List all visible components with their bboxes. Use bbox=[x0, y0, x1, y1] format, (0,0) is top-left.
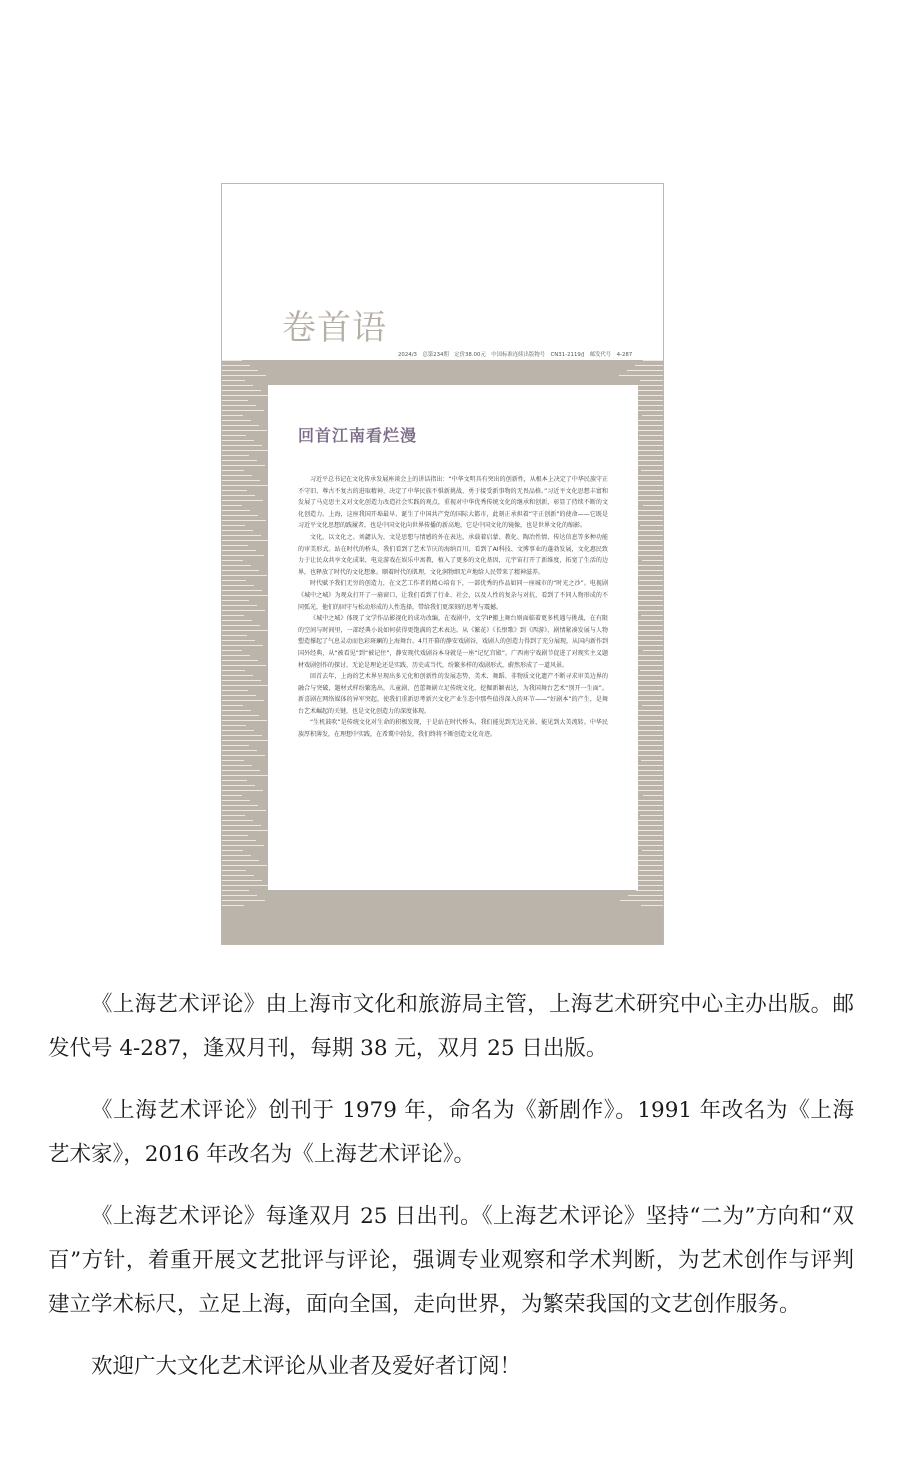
stripe-line bbox=[222, 710, 251, 711]
stripe-line bbox=[222, 650, 242, 651]
stripe-line bbox=[222, 795, 242, 796]
stripe-line bbox=[222, 890, 249, 891]
decorative-stripes-left bbox=[222, 360, 270, 910]
subscription-invitation: 欢迎广大文化艺术评论从业者及爱好者订阅！ bbox=[91, 1354, 522, 1379]
stripe-line bbox=[222, 475, 252, 476]
stripe-line bbox=[628, 895, 663, 896]
stripe-line bbox=[222, 715, 259, 716]
stripe-line bbox=[636, 745, 663, 746]
stripe-line bbox=[222, 415, 243, 416]
stripe-line bbox=[222, 560, 243, 561]
stripe-line bbox=[222, 465, 265, 466]
magazine-text-panel bbox=[268, 385, 638, 890]
stripe-line bbox=[222, 635, 247, 636]
stripe-line bbox=[638, 490, 663, 491]
description-text bbox=[48, 983, 854, 1407]
stripe-line bbox=[639, 580, 663, 581]
stripe-line bbox=[222, 785, 255, 786]
stripe-line bbox=[222, 615, 244, 616]
stripe-line bbox=[222, 435, 246, 436]
magazine-article-heading: 回首江南看烂漫 bbox=[298, 426, 418, 445]
stripe-line bbox=[222, 850, 243, 851]
magazine-issue-info: 2024/3 总第234期 定价38.00元 中国标准连续出版物号 CN31-2119/J 邮发代号 4-287 bbox=[398, 352, 633, 358]
stripe-line bbox=[222, 445, 262, 446]
stripe-line bbox=[222, 400, 248, 401]
stripe-line bbox=[222, 460, 257, 461]
stripe-line bbox=[222, 885, 270, 886]
stripe-line bbox=[639, 870, 663, 871]
magazine-paragraph: 文化，以文化之。刘勰认为，文是思想与情感的外在表达，承载着启蒙、教化、陶冶性情、传达信息等多种功能的审美形式。站在时代的桥头，我们看到了艺术节庆的海纳百川，看到了AI科技、文博事业的蓬勃发展，文化惠民致力于让民众共享文化成果，电竞游戏在娱乐中寓教，植入了更多的文化基因，元宇宙打开了新维度，拓宽了生活的边界，也释放了时代的文化想象。顺着时代的肌理，文化润物细无声地给人民带来了精神滋养。 bbox=[298, 533, 608, 576]
stripe-line bbox=[222, 595, 270, 596]
stripe-line bbox=[222, 620, 252, 621]
stripe-line bbox=[222, 385, 253, 386]
stripe-line bbox=[222, 370, 258, 371]
stripe-line bbox=[222, 750, 257, 751]
description-paragraph: 《上海艺术评论》每逢双月 25 日出刊。《上海艺术评论》坚持“二为”方向和“双百”方针，着重开展文艺批评与评论，强调专业观察和学术判断，为艺术创作与评判建立学术标尺，立足上海，面向全国，走向世界，为繁荣我国的文艺创作服务。 bbox=[48, 1204, 854, 1317]
stripe-line bbox=[222, 510, 250, 511]
stripe-line bbox=[222, 770, 260, 771]
stripe-line bbox=[222, 430, 267, 431]
stripe-line bbox=[642, 850, 663, 851]
stripe-line bbox=[222, 520, 266, 521]
stripe-line bbox=[222, 495, 255, 496]
stripe-line bbox=[222, 530, 253, 531]
stripe-line bbox=[222, 815, 245, 816]
stripe-line bbox=[222, 450, 270, 451]
stripe-line bbox=[222, 705, 243, 706]
stripe-line bbox=[643, 650, 663, 651]
stripe-line bbox=[639, 435, 663, 436]
stripe-line bbox=[636, 455, 663, 456]
stripe-line bbox=[222, 610, 265, 611]
stripe-line bbox=[222, 800, 250, 801]
stripe-line bbox=[642, 705, 663, 706]
stripe-line bbox=[637, 400, 663, 401]
stripe-line bbox=[222, 765, 252, 766]
stripe-line bbox=[222, 660, 258, 661]
magazine-paragraph: 时代赋予我们无穷的创造力，在文艺工作者的精心培育下，一部优秀的作品如同一座城市的“时光之沙”。电视剧《城中之城》为观众打开了一扇窗口，让我们看到了行业、社会，以及人性的复杂与对抗，看到了不同人物形成的不同弧光，他们的固守与松动形成的人性选择，带给我们更深刻的思考与震撼。 bbox=[298, 580, 608, 611]
stripe-line bbox=[222, 605, 257, 606]
stripe-line bbox=[222, 410, 264, 411]
stripe-line bbox=[639, 725, 663, 726]
stripe-line bbox=[222, 640, 255, 641]
stripe-line bbox=[222, 545, 248, 546]
stripe-line bbox=[637, 545, 663, 546]
stripe-line bbox=[620, 900, 663, 901]
stripe-line bbox=[222, 600, 249, 601]
stripe-line bbox=[222, 585, 254, 586]
stripe-line bbox=[222, 840, 256, 841]
stripe-line bbox=[643, 360, 663, 361]
stripe-line bbox=[222, 570, 259, 571]
stripe-line bbox=[222, 775, 268, 776]
stripe-line bbox=[222, 505, 242, 506]
stripe-line bbox=[641, 470, 663, 471]
stripe-line bbox=[222, 575, 267, 576]
stripe-line bbox=[222, 485, 268, 486]
stripe-line bbox=[641, 905, 663, 906]
stripe-line bbox=[222, 500, 263, 501]
stripe-line bbox=[222, 535, 261, 536]
stripe-line bbox=[642, 415, 663, 416]
stripe-line bbox=[222, 665, 266, 666]
stripe-line bbox=[222, 790, 263, 791]
stripe-line bbox=[222, 835, 248, 836]
stripe-line bbox=[638, 635, 663, 636]
stripe-line bbox=[635, 510, 663, 511]
stripe-line bbox=[642, 560, 663, 561]
stripe-line bbox=[222, 855, 251, 856]
stripe-line bbox=[222, 420, 251, 421]
stripe-line bbox=[636, 890, 663, 891]
stripe-line bbox=[222, 380, 245, 381]
stripe-line bbox=[222, 825, 261, 826]
stripe-line bbox=[222, 730, 254, 731]
stripe-line bbox=[222, 645, 263, 646]
stripe-line bbox=[222, 900, 265, 901]
stripe-line bbox=[222, 895, 257, 896]
stripe-line bbox=[635, 365, 663, 366]
stripe-line bbox=[637, 690, 663, 691]
stripe-line bbox=[643, 795, 663, 796]
stripe-line bbox=[222, 845, 264, 846]
stripe-line bbox=[222, 630, 268, 631]
stripe-line bbox=[222, 700, 264, 701]
stripe-line bbox=[222, 540, 269, 541]
stripe-line bbox=[222, 875, 254, 876]
description-paragraph: 《上海艺术评论》由上海市文化和旅游局主管，上海艺术研究中心主办出版。邮发代号 4-287，逢双月刊，每期 38 元，双月 25 日出版。 bbox=[48, 992, 854, 1061]
stripe-line bbox=[641, 615, 663, 616]
stripe-line bbox=[222, 490, 247, 491]
stripe-line bbox=[636, 600, 663, 601]
stripe-line bbox=[222, 690, 248, 691]
stripe-line bbox=[222, 395, 269, 396]
stripe-line bbox=[222, 740, 270, 741]
stripe-line bbox=[638, 780, 663, 781]
stripe-line bbox=[222, 805, 258, 806]
stripe-line bbox=[222, 455, 249, 456]
stripe-line bbox=[222, 820, 253, 821]
magazine-page-image bbox=[221, 183, 664, 945]
stripe-line bbox=[222, 550, 256, 551]
stripe-line bbox=[634, 565, 663, 566]
stripe-line bbox=[627, 370, 663, 371]
stripe-line bbox=[222, 425, 259, 426]
stripe-line bbox=[222, 870, 246, 871]
stripe-line bbox=[634, 710, 663, 711]
magazine-paragraph: 习近平总书记在文化传承发展座谈会上的讲话指出：“中华文明具有突出的创新性，从根本上决定了中华民族守正不守旧、尊古不复古的进取精神，决定了中华民族不惧新挑战、勇于接受新事物的无畏品格。”习近平文化思想丰富和发展了马克思主义对文化创造力改造社会实践的观点，重视对中华优秀传统文化的继承和创新，彰显了持续不断的文化创造力。上海，这座我国开埠最早、诞生了中国共产党的国际大都市，此刻正承担着“守正创新”的使命——它既是习近平文化思想的践履者，也是中国文化向世界传播的新高地，它是中国文化的镜像，也是世界文化的缩影。 bbox=[298, 476, 608, 530]
magazine-paragraph: 回首去年，上海的艺术界呈现出多元化和创新性的发展态势，美术、舞蹈、非物质文化遗产不断寻求审美边界的融合与突破，题材式样纷繁选出，儿童剧、芭蕾舞剧立足传统文化，挖掘新颖表达，为我国舞台艺术“别开一生面”。新喜剧在网络媒体的异军突起，使我们重新思考新兴文化产业生态中那些值得深入的环节——“好剧本”的产生，是舞台艺术崛起的关键，也是文化创造力的深度体现。 bbox=[298, 673, 608, 715]
stripe-line bbox=[222, 670, 245, 671]
stripe-line bbox=[222, 735, 262, 736]
stripe-line bbox=[641, 760, 663, 761]
stripe-line bbox=[634, 855, 663, 856]
stripe-line bbox=[222, 860, 259, 861]
stripe-line bbox=[222, 755, 265, 756]
stripe-line bbox=[222, 880, 262, 881]
stripe-line bbox=[222, 555, 264, 556]
stripe-line bbox=[619, 375, 663, 376]
stripe-line bbox=[640, 525, 663, 526]
stripe-line bbox=[222, 810, 266, 811]
stripe-line bbox=[222, 405, 256, 406]
stripe-line bbox=[635, 800, 663, 801]
stripe-line bbox=[640, 815, 663, 816]
stripe-line bbox=[222, 360, 242, 361]
stripe-line bbox=[222, 865, 267, 866]
stripe-line bbox=[222, 580, 246, 581]
stripe-line bbox=[222, 365, 250, 366]
stripe-line bbox=[222, 590, 262, 591]
stripe-line bbox=[640, 380, 663, 381]
stripe-line bbox=[222, 480, 260, 481]
stripe-line bbox=[222, 655, 250, 656]
stripe-line bbox=[222, 725, 246, 726]
stripe-line bbox=[222, 780, 247, 781]
stripe-line bbox=[222, 390, 261, 391]
stripe-line bbox=[635, 655, 663, 656]
stripe-line bbox=[222, 565, 251, 566]
stripe-line bbox=[634, 420, 663, 421]
stripe-line bbox=[222, 375, 266, 376]
stripe-line bbox=[222, 685, 269, 686]
stripe-line bbox=[222, 675, 253, 676]
stripe-line bbox=[222, 525, 245, 526]
description-paragraph: 《上海艺术评论》创刊于 1979 年，命名为《新剧作》。1991 年改名为《上海艺术家》，2016 年改名为《上海艺术评论》。 bbox=[48, 1098, 854, 1167]
stripe-line bbox=[222, 515, 258, 516]
stripe-line bbox=[222, 720, 267, 721]
stripe-line bbox=[222, 680, 261, 681]
magazine-paragraph: “生机鼓吹”是传统文化对生命的积极发现，于是站在时代桥头，我们能见到无边光景，能见到大美流转。中华民族厚积薄发，在理想中实践，在希冀中勃发，我们终将不断创造文化奇迹。 bbox=[298, 719, 608, 739]
stripe-line bbox=[222, 905, 244, 906]
stripe-line bbox=[222, 625, 260, 626]
magazine-paragraph: 《城中之城》体现了文学作品影视化的成功改编，在戏剧中，文学IP搬上舞台则面临着更多机遇与挑战，在有限的空间与时间里，一部经典小说如何获得更饱满的艺术表达。从《繁花》《长恨歌》到《西游》，剧情紧凑发展与人物塑造撑起了气息灵动而色彩斑斓的上海舞台。4月开幕的静安戏剧谷，戏剧人的创造力得到了充分展现，从国内新作到国外经典，从“被看见”到“被记住”，静安现代戏剧谷本身就是一座“记忆宫殿”。广西南宁戏剧节促进了对现实主义题材戏剧创作的探讨，无论是理论还是实践、历史或当代，纷繁多样的戏剧形式，蔚然形成了一道风景。 bbox=[298, 615, 608, 669]
stripe-line bbox=[222, 830, 269, 831]
stripe-line bbox=[637, 835, 663, 836]
stripe-line bbox=[222, 695, 256, 696]
stripe-line bbox=[222, 760, 244, 761]
stripe-line bbox=[640, 670, 663, 671]
stripe-line bbox=[222, 440, 254, 441]
magazine-section-title: 卷首语 bbox=[282, 308, 387, 348]
stripe-line bbox=[222, 745, 249, 746]
stripe-line bbox=[643, 505, 663, 506]
stripe-line bbox=[222, 470, 244, 471]
